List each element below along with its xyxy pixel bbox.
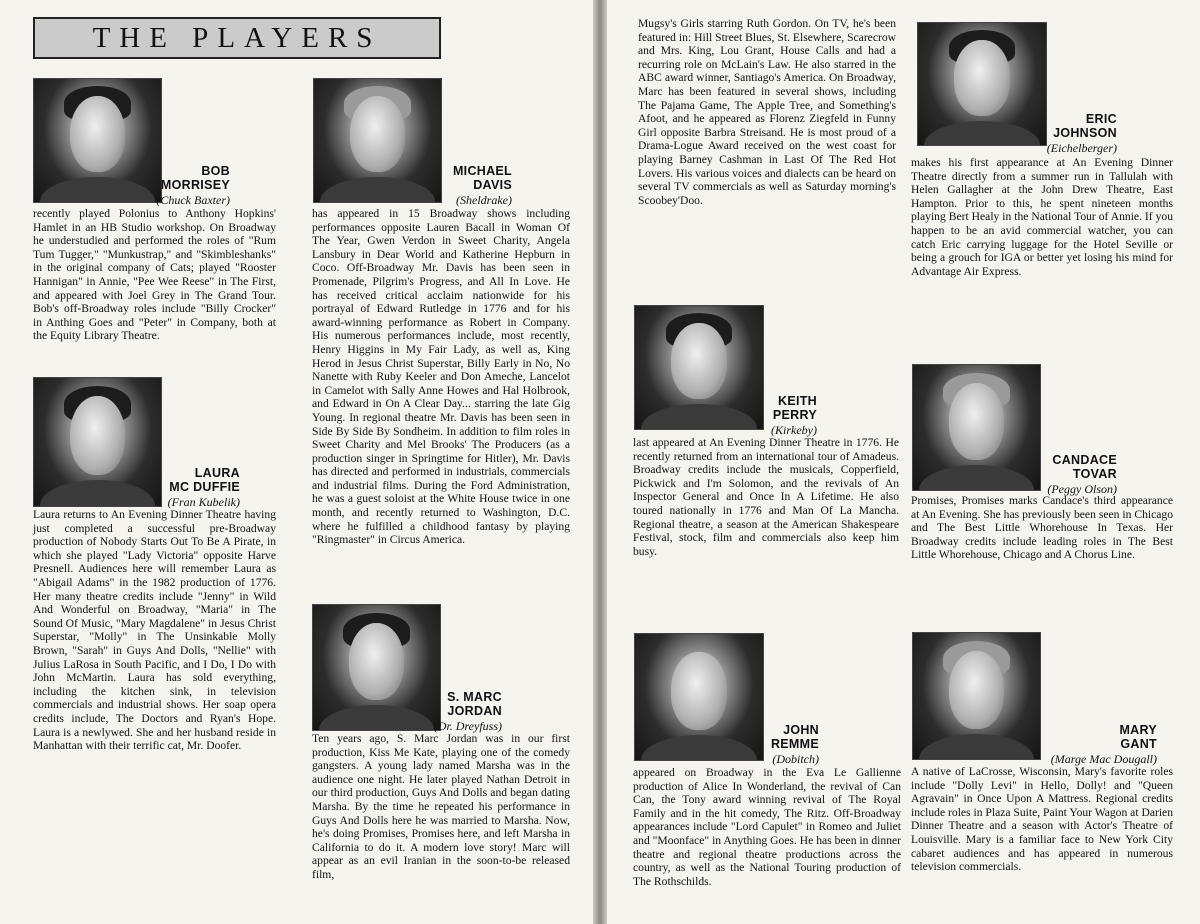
page-title: THE PLAYERS [33, 17, 441, 59]
name-candace-tovar: CANDACE TOVAR (Peggy Olson) [1047, 453, 1117, 496]
bio-s-marc-jordan-continued: Mugsy's Girls starring Ruth Gordon. On TV, he's been featured in: Hill Street Blues, St. Elsewhere, Scarecrow and Mrs. King, Lou Grant, House Calls and had a recurring role on McLain's Law. He also starred in the ABC award winner, Santiago's America. On Broadway, Marc has been featured in several shows, including The Pajama Game, The Apple Tree, and Something's Afoot, and he appeared as Florenz Ziegfeld in Funny Girl opposite Barbra Streisand. He is most proud of a Drama-Logue Award received on the west coast for playing Barney Cashman in Last Of The Red Hot Lovers. His various voices and dialects can be heard on several TV commercials as well as Saturday morning's Scoobey'Doo. [638, 17, 896, 207]
name-bob-morrisey: BOB MORRISEY (Chuck Baxter) [156, 164, 230, 207]
name-mary-gant: MARY GANT (Marge Mac Dougall) [1050, 723, 1157, 766]
bio-laura-mc-duffie: Laura returns to An Evening Dinner Theatre having just completed a successful pre-Broadway production of Nobody Starts Out To Be A Pirate, in which she played "Lady Victoria" opposite Harve Presnell. Audiences here will remember Laura as "Abigail Adams" in the 1982 production of 1776. Her many theatre credits include "Jenny" in Wild And Wonderful on Broadway, "Maria" in The Sound Of Music, "Mary Magdalene" in Jesus Christ Superstar, "Molly" in The Unsinkable Molly Brown, "Sarah" in Guys And Dolls, "Nellie" with Julius LaRosa in South Pacific, and I Do, I Do with John McMartin. Laura has sold everything, including the kitchen sink, in television commercials and industrial shows. Her soap opera credits include, The Doctors and Ryan's Hope. Laura is a newlywed. She and her husband reside in Manhattan with their terrific cat, Mr. Doofer. [33, 508, 276, 753]
bio-candace-tovar: Promises, Promises marks Candace's third appearance at An Evening. She has previously been seen in Chicago and The Best Little Whorehouse In Texas. Her Broadway credits include leading roles in The Best Little Whorehouse, Chicago and A Chorus Line. [911, 494, 1173, 562]
bio-keith-perry: last appeared at An Evening Dinner Theatre in 1776. He recently returned from an international tour of Amadeus. Broadway credits include the musicals, Copperfield, Pickwick and I'm Solomon, and the revivals of An Inspector General and Once In A Lifetime. He also toured nationally in 1776 and Man Of La Mancha. Regional theatre, a season at the American Shakespeare Festival, stock, film and commercials also keep him busy. [633, 436, 899, 558]
bio-bob-morrisey: recently played Polonius to Anthony Hopkins' Hamlet in an HB Studio workshop. On Broadway he understudied and performed the roles of "Rum Tum Tugger," "Munkustrap," and "Skimbleshanks" in the original company of Cats; played "Rooster Hannigan" in Annie, "Pee Wee Reese" in The First, and appeared with Joel Grey in The Grand Tour. Bob's off-Broadway roles include "Billy Crocker" in Anthing Goes and "Peter" in Company, both at the Equity Library Theatre. [33, 207, 276, 343]
right-page [607, 0, 1200, 924]
book-gutter [593, 0, 607, 924]
bio-s-marc-jordan: Ten years ago, S. Marc Jordan was in our first production, Kiss Me Kate, playing one of the comedy gangsters. A young lady named Marsha was in the audience one night. He later played Nathan Detroit in our third production, Guys And Dolls and began dating Marsha. By the time he repeated his performance in Guys And Dolls here he was married to Marsha. Now, he's doing Promises, Promises here, and left Marsha in California to do it. A modern love story! Marc will appear as an evil Iranian in the soon-to-be released film, [312, 732, 570, 881]
photo-mary-gant [912, 632, 1041, 760]
bio-mary-gant: A native of LaCrosse, Wisconsin, Mary's favorite roles include "Dolly Levi" in Hello, Dolly! and "Queen Agravain" in Once Upon A Mattress. Regional credits include roles in Plaza Suite, Paint Your Wagon at Darien Dinner Theatre and a season with Actor's Theatre of Louisville. Mary is a familiar face to New York City cabaret audiences and has appeared in numerous television commercials. [911, 765, 1173, 874]
name-eric-johnson: ERIC JOHNSON (Eichelberger) [1046, 112, 1117, 155]
name-laura-mc-duffie: LAURA MC DUFFIE (Fran Kubelik) [167, 466, 240, 509]
bio-john-remme: appeared on Broadway in the Eva Le Gallienne production of Alice In Wonderland, the revival of Can Can, the Tony award winning revival of The Royal Family and in the hit comedy, The Ritz. Off-Broadway appearances include "Lord Capulet" in Romeo and Juliet and "Moonface" in Anything Goes. He has been in dinner theatre and regional theatre productions across the country, as well as the National Touring production of The Rothschilds. [633, 766, 901, 888]
name-john-remme: JOHN REMME (Dobitch) [770, 723, 819, 766]
name-keith-perry: KEITH PERRY (Kirkeby) [771, 394, 817, 437]
bio-michael-davis: has appeared in 15 Broadway shows including performances opposite Lauren Bacall in Woman Of The Year, Gwen Verdon in Sweet Charity, Angela Lansbury in Dear World and Katherine Hepburn in Coco. Off-Broadway Mr. Davis has been seen in Promenade, Pilgrim's Progress, and All In Love. He has received critical acclaim nationwide for his portrayal of Edward Rutledge in 1776 and for his award-winning performance as Robert in Company. His numerous performances include, most recently, Henry Higgins in My Fair Lady, as well as, King Herod in Jesus Christ Superstar, Billy Early in No, No Nanette with Ruby Keeler and Don Ameche, Lancelot in Camelot with Sally Anne Howes and Hal Holbrook, and Edward in On A Clear Day... starring the late Gig Young. In regional theatre Mr. Davis has been seen in Side By Side By Sondheim. In addition to film roles in Sweet Charity and Mel Brooks' The Producers (as a production singer in Springtime for Hitler), Mr. Davis has directed and performed in industrials, commercials and industrial films. During the Ford Administration, he was a guest soloist at the White House twice in one month, and recently returned to Washington, D.C. where he fulfilled a childhood fantasy by playing "Ringmaster" in Circus America. [312, 207, 570, 547]
bio-eric-johnson: makes his first appearance at An Evening Dinner Theatre directly from a summer run in Tallulah with Helen Gallagher at the John Drew Theatre, East Hampton. Prior to this, he spent nineteen months playing Bert Healy in the National Tour of Annie. If you happen to be an avid commercial watcher, you can catch Eric carrying luggage for the Hotel Seville or being a grouch for IGA or better yet losing his mind for Advantage Air Express. [911, 156, 1173, 278]
name-michael-davis: MICHAEL DAVIS (Sheldrake) [452, 164, 512, 207]
left-page [0, 0, 593, 924]
name-s-marc-jordan: S. MARC JORDAN (Dr. Dreyfuss) [433, 690, 502, 733]
